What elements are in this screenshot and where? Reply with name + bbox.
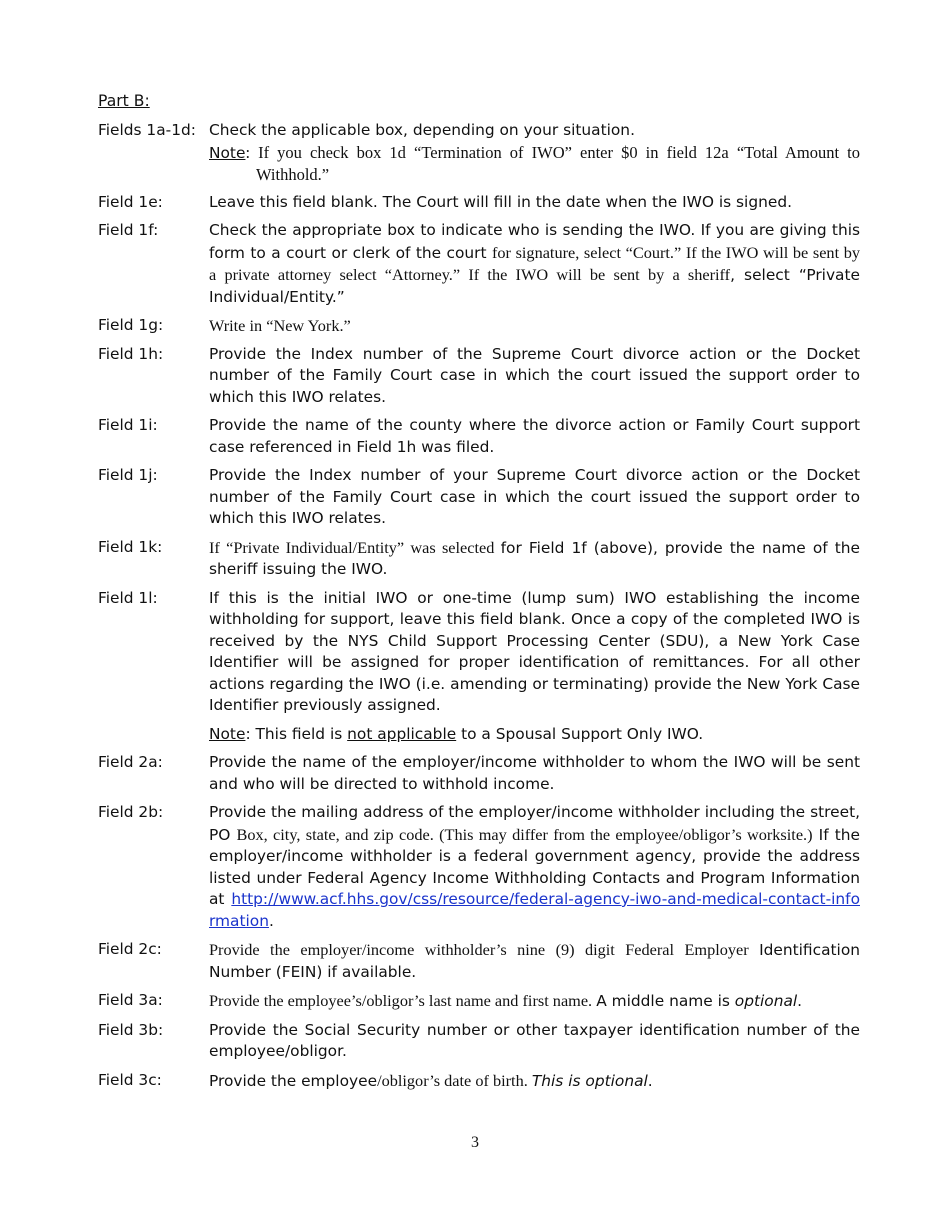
entry-label: Field 2c: [98,940,162,958]
entry-field-1i [98,415,860,458]
entry-label: Fields 1a-1d: [98,121,196,139]
entry-note [209,724,860,746]
entry-text [209,537,860,581]
entry-label: Field 1g: [98,316,164,334]
entry-text-part: If “Private Individual/Entity” was selected [209,537,501,557]
entry-text-part: Provide the mailing address of the employer/income withholder including the street, PO [209,803,860,844]
entry-text-part: for signature, select “Court.” If the IWO will be sent by a private attorney select “Attorney.” If the IWO will be sent by a sheriff [209,242,860,284]
entry-field-3b [98,1020,860,1063]
entry-text: Leave this field blank. The Court will fill in the date when the IWO is signed. [209,192,792,211]
entry-text: Provide the name of the county where the divorce action or Family Court support case referenced in Field 1h was filed. [209,416,860,456]
entry-text-part: Provide the employee [209,1071,378,1090]
entry-text: Provide the Social Security number or other taxpayer identification number of the employee/obligor. [209,1020,860,1060]
entry-label: Field 2a: [98,753,163,771]
entry-field-1g [98,315,860,337]
field-instructions-list [98,120,860,1099]
entry-text: Provide the Index number of the Supreme Court divorce action or the Docket number of the Family Court case in which the court issued the support order to which this IWO relates. [209,344,860,406]
entry-text [209,220,860,308]
entry-text-part: Provide the employer/income withholder’s nine (9) digit Federal Employer [209,940,760,959]
entry-main-text: Check the applicable box, depending on your situation. [209,121,635,139]
entry-label: Field 1e: [98,192,163,211]
entry-label: Field 2b: [98,803,164,821]
entry-label: Field 1l: [98,588,158,607]
entry-field-1k [98,537,860,581]
entry-label: Field 3a: [98,991,163,1009]
entry-label: Field 1j: [98,466,158,484]
part-title: Part B: [98,92,150,110]
entry-text-part: If the employer/income withholder is a federal government agency, provide the address listed under Federal Agency Income Withholding Contacts and Program Information at [209,825,861,908]
entry-field-1f [98,220,860,308]
entry-field-1j [98,465,860,530]
note-text: to a Spousal Support Only IWO. [456,724,704,743]
entry-field-3c [98,1070,860,1093]
federal-agency-contacts-link[interactable]: http://www.acf.hhs.gov/css/resource/federal-agency-iwo-and-medical-contact-information [209,890,860,930]
entry-text-part: . [268,911,274,930]
entry-text [209,990,860,1013]
note-underlined-text: not applicable [347,724,457,743]
entry-text-part: /obligor’s date of birth. [377,1070,532,1090]
entry-text-part: Check the appropriate box to indicate who is sending the IWO. If you are giving this form to a court or clerk of the court [209,221,860,262]
entry-label: Field 1k: [98,537,163,556]
entry-text-italic: This is optional [531,1071,648,1090]
entry-text [209,588,860,746]
entry-text [209,120,860,185]
entry-main-text: If this is the initial IWO or one-time (lump sum) IWO establishing the income withholding for support, leave this field blank. Once a copy of the completed IWO is received by the NYS Child Support Processing Center (SDU), a New York Case Identifier will be assigned for proper identification of remittances. For all other actions regarding the IWO (i.e. amending or terminating) provide the New York Case Identifier previously assigned. [209,588,860,714]
entry-label: Field 1h: [98,344,164,363]
entry-text-italic: optional [734,992,798,1010]
entry-text: Write in “New York.” [209,316,351,335]
entry-field-1e [98,192,860,214]
entry-label: Field 3c: [98,1070,162,1089]
entry-text-part: A middle name is [596,992,735,1010]
entry-text: Provide the name of the employer/income withholder to whom the IWO will be sent and who will be directed to withhold income. [209,753,860,793]
entry-text-part: Box, city, state, and zip code. (This may differ from the employee/obligor’s worksite.) [236,824,813,844]
note-text: : This field is [245,724,348,743]
entry-text [209,939,860,983]
entry-note [209,142,860,185]
entry-field-2c [98,939,860,983]
entry-text [209,802,860,932]
note-label: Note [209,724,246,743]
entry-text-part: , select “Private Individual/Entity.” [209,266,860,306]
entry-field-2a [98,752,860,795]
entry-text [209,1070,860,1093]
entry-text-part: . [647,1071,653,1090]
entry-text-part: Identification Number (FEIN) if available. [209,941,860,981]
entry-text-part: Provide the employee’s/obligor’s last name and first name. [209,991,597,1010]
entry-text-part: for Field 1f (above), provide the name of the sheriff issuing the IWO. [209,538,860,578]
entry-label: Field 1i: [98,416,158,434]
entry-field-2b [98,802,860,932]
entry-label: Field 3b: [98,1020,164,1039]
entry-label: Field 1f: [98,221,159,239]
entry-text: Provide the Index number of your Supreme Court divorce action or the Docket number of the Family Court case in which the court issued the support order to which this IWO relates. [209,466,860,527]
entry-field-3a [98,990,860,1013]
note-text: : If you check box 1d “Termination of IWO” enter $0 in field 12a “Total Amount to Withhold.” [245,142,860,184]
entry-field-1l [98,588,860,746]
entry-field-1h [98,344,860,409]
entry-text-part: . [797,992,803,1010]
page-number: 3 [471,1134,479,1151]
note-label: Note [209,143,246,162]
entry-fields-1a-1d [98,120,860,185]
